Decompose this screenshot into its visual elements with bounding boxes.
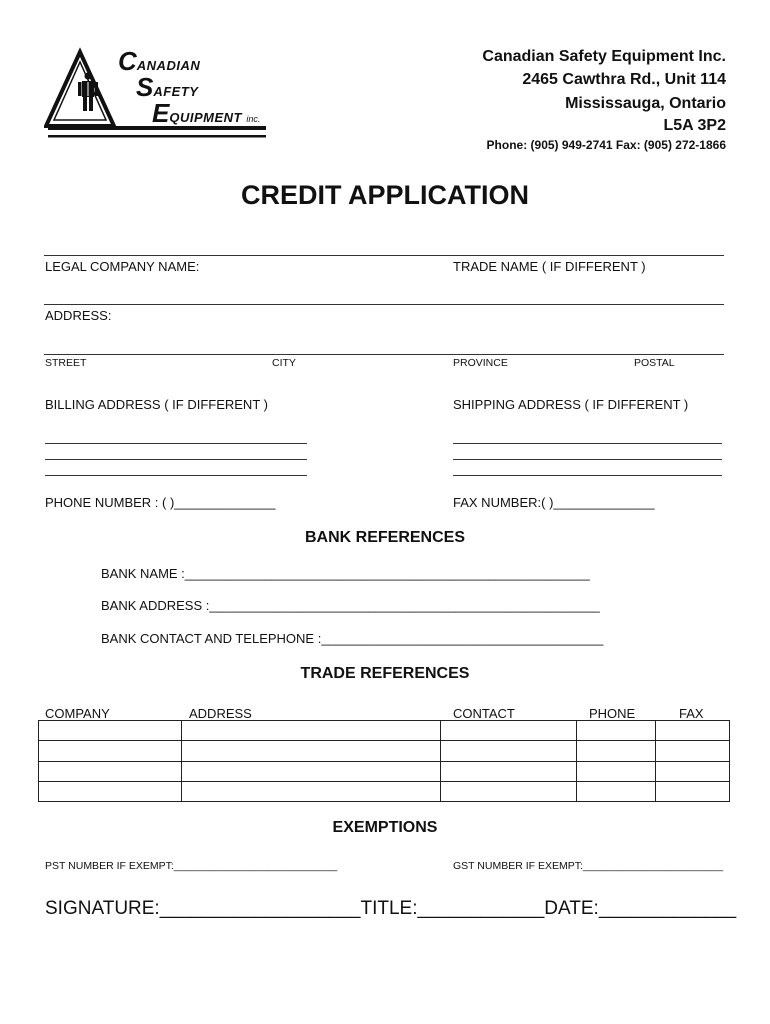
table-row: [39, 781, 730, 801]
table-cell[interactable]: [441, 721, 577, 741]
table-cell[interactable]: [39, 761, 182, 781]
logo-word-safety: SAFETY: [136, 72, 199, 102]
table-row: [39, 741, 730, 761]
table-cell[interactable]: [577, 741, 656, 761]
trade-references-heading: TRADE REFERENCES: [300, 665, 470, 682]
province-label: PROVINCE: [453, 357, 508, 369]
postal-label: POSTAL: [634, 357, 675, 369]
column-phone: PHONE: [589, 706, 636, 721]
logo-word-equipment: EQUIPMENT inc.: [152, 98, 261, 128]
bank-address-field[interactable]: BANK ADDRESS :______________________________________________________: [101, 598, 600, 613]
table-cell[interactable]: [39, 781, 182, 801]
address-line-2[interactable]: [44, 354, 724, 355]
bank-contact-field[interactable]: BANK CONTACT AND TELEPHONE :_______________________________________: [101, 631, 604, 646]
column-company: COMPANY: [45, 706, 110, 721]
fax-number-field[interactable]: FAX NUMBER:( )______________: [453, 495, 655, 510]
table-cell[interactable]: [577, 781, 656, 801]
city-label: CITY: [272, 357, 296, 369]
company-name: Canadian Safety Equipment Inc.: [482, 48, 726, 65]
billing-address-line-2[interactable]: [45, 459, 307, 460]
table-cell[interactable]: [656, 781, 730, 801]
table-cell[interactable]: [577, 761, 656, 781]
phone-number-field[interactable]: PHONE NUMBER : ( )______________: [45, 495, 276, 510]
logo-word-canadian: CANADIAN: [118, 46, 201, 76]
table-cell[interactable]: [656, 721, 730, 741]
column-fax: FAX: [679, 706, 704, 721]
column-contact: CONTACT: [453, 706, 515, 721]
billing-address-line-1[interactable]: [45, 443, 307, 444]
pst-exempt-field[interactable]: PST NUMBER IF EXEMPT:____________________________: [45, 860, 338, 872]
address-line-1[interactable]: [44, 304, 724, 305]
trade-references-table: [38, 720, 730, 802]
billing-address-label: BILLING ADDRESS ( IF DIFFERENT ): [45, 397, 268, 412]
shipping-address-label: SHIPPING ADDRESS ( IF DIFFERENT ): [453, 397, 689, 412]
table-row: [39, 721, 730, 741]
shipping-address-line-1[interactable]: [453, 443, 722, 444]
gst-exempt-field[interactable]: GST NUMBER IF EXEMPT:________________________: [453, 860, 724, 872]
billing-address-line-3[interactable]: [45, 475, 307, 476]
street-label: STREET: [45, 357, 87, 369]
company-phone-fax: Phone: (905) 949-2741 Fax: (905) 272-1866: [486, 138, 726, 152]
shipping-address-line-3[interactable]: [453, 475, 722, 476]
table-cell[interactable]: [39, 741, 182, 761]
legal-name-line[interactable]: [44, 255, 724, 256]
company-city: Mississauga, Ontario: [565, 95, 726, 112]
table-cell[interactable]: [441, 781, 577, 801]
page-title: CREDIT APPLICATION: [241, 180, 529, 210]
address-label: ADDRESS:: [45, 308, 112, 323]
company-street: 2465 Cawthra Rd., Unit 114: [522, 71, 726, 88]
shipping-address-line-2[interactable]: [453, 459, 722, 460]
legal-company-name-label: LEGAL COMPANY NAME:: [45, 259, 200, 274]
table-cell[interactable]: [39, 721, 182, 741]
exemptions-heading: EXEMPTIONS: [332, 819, 438, 836]
signature-title-date-line[interactable]: SIGNATURE:___________________TITLE:____________DATE:_____________: [45, 898, 737, 919]
table-cell[interactable]: [181, 781, 441, 801]
table-cell[interactable]: [441, 741, 577, 761]
table-row: [39, 761, 730, 781]
table-cell[interactable]: [181, 741, 441, 761]
table-cell[interactable]: [181, 761, 441, 781]
trade-name-label: TRADE NAME ( IF DIFFERENT ): [453, 259, 646, 274]
table-cell[interactable]: [441, 761, 577, 781]
column-address: ADDRESS: [189, 706, 252, 721]
table-cell[interactable]: [656, 761, 730, 781]
bank-references-heading: BANK REFERENCES: [304, 529, 465, 546]
bank-name-field[interactable]: BANK NAME :________________________________________________________: [101, 566, 590, 581]
table-cell[interactable]: [656, 741, 730, 761]
table-cell[interactable]: [181, 721, 441, 741]
company-postal: L5A 3P2: [663, 117, 726, 134]
table-cell[interactable]: [577, 721, 656, 741]
